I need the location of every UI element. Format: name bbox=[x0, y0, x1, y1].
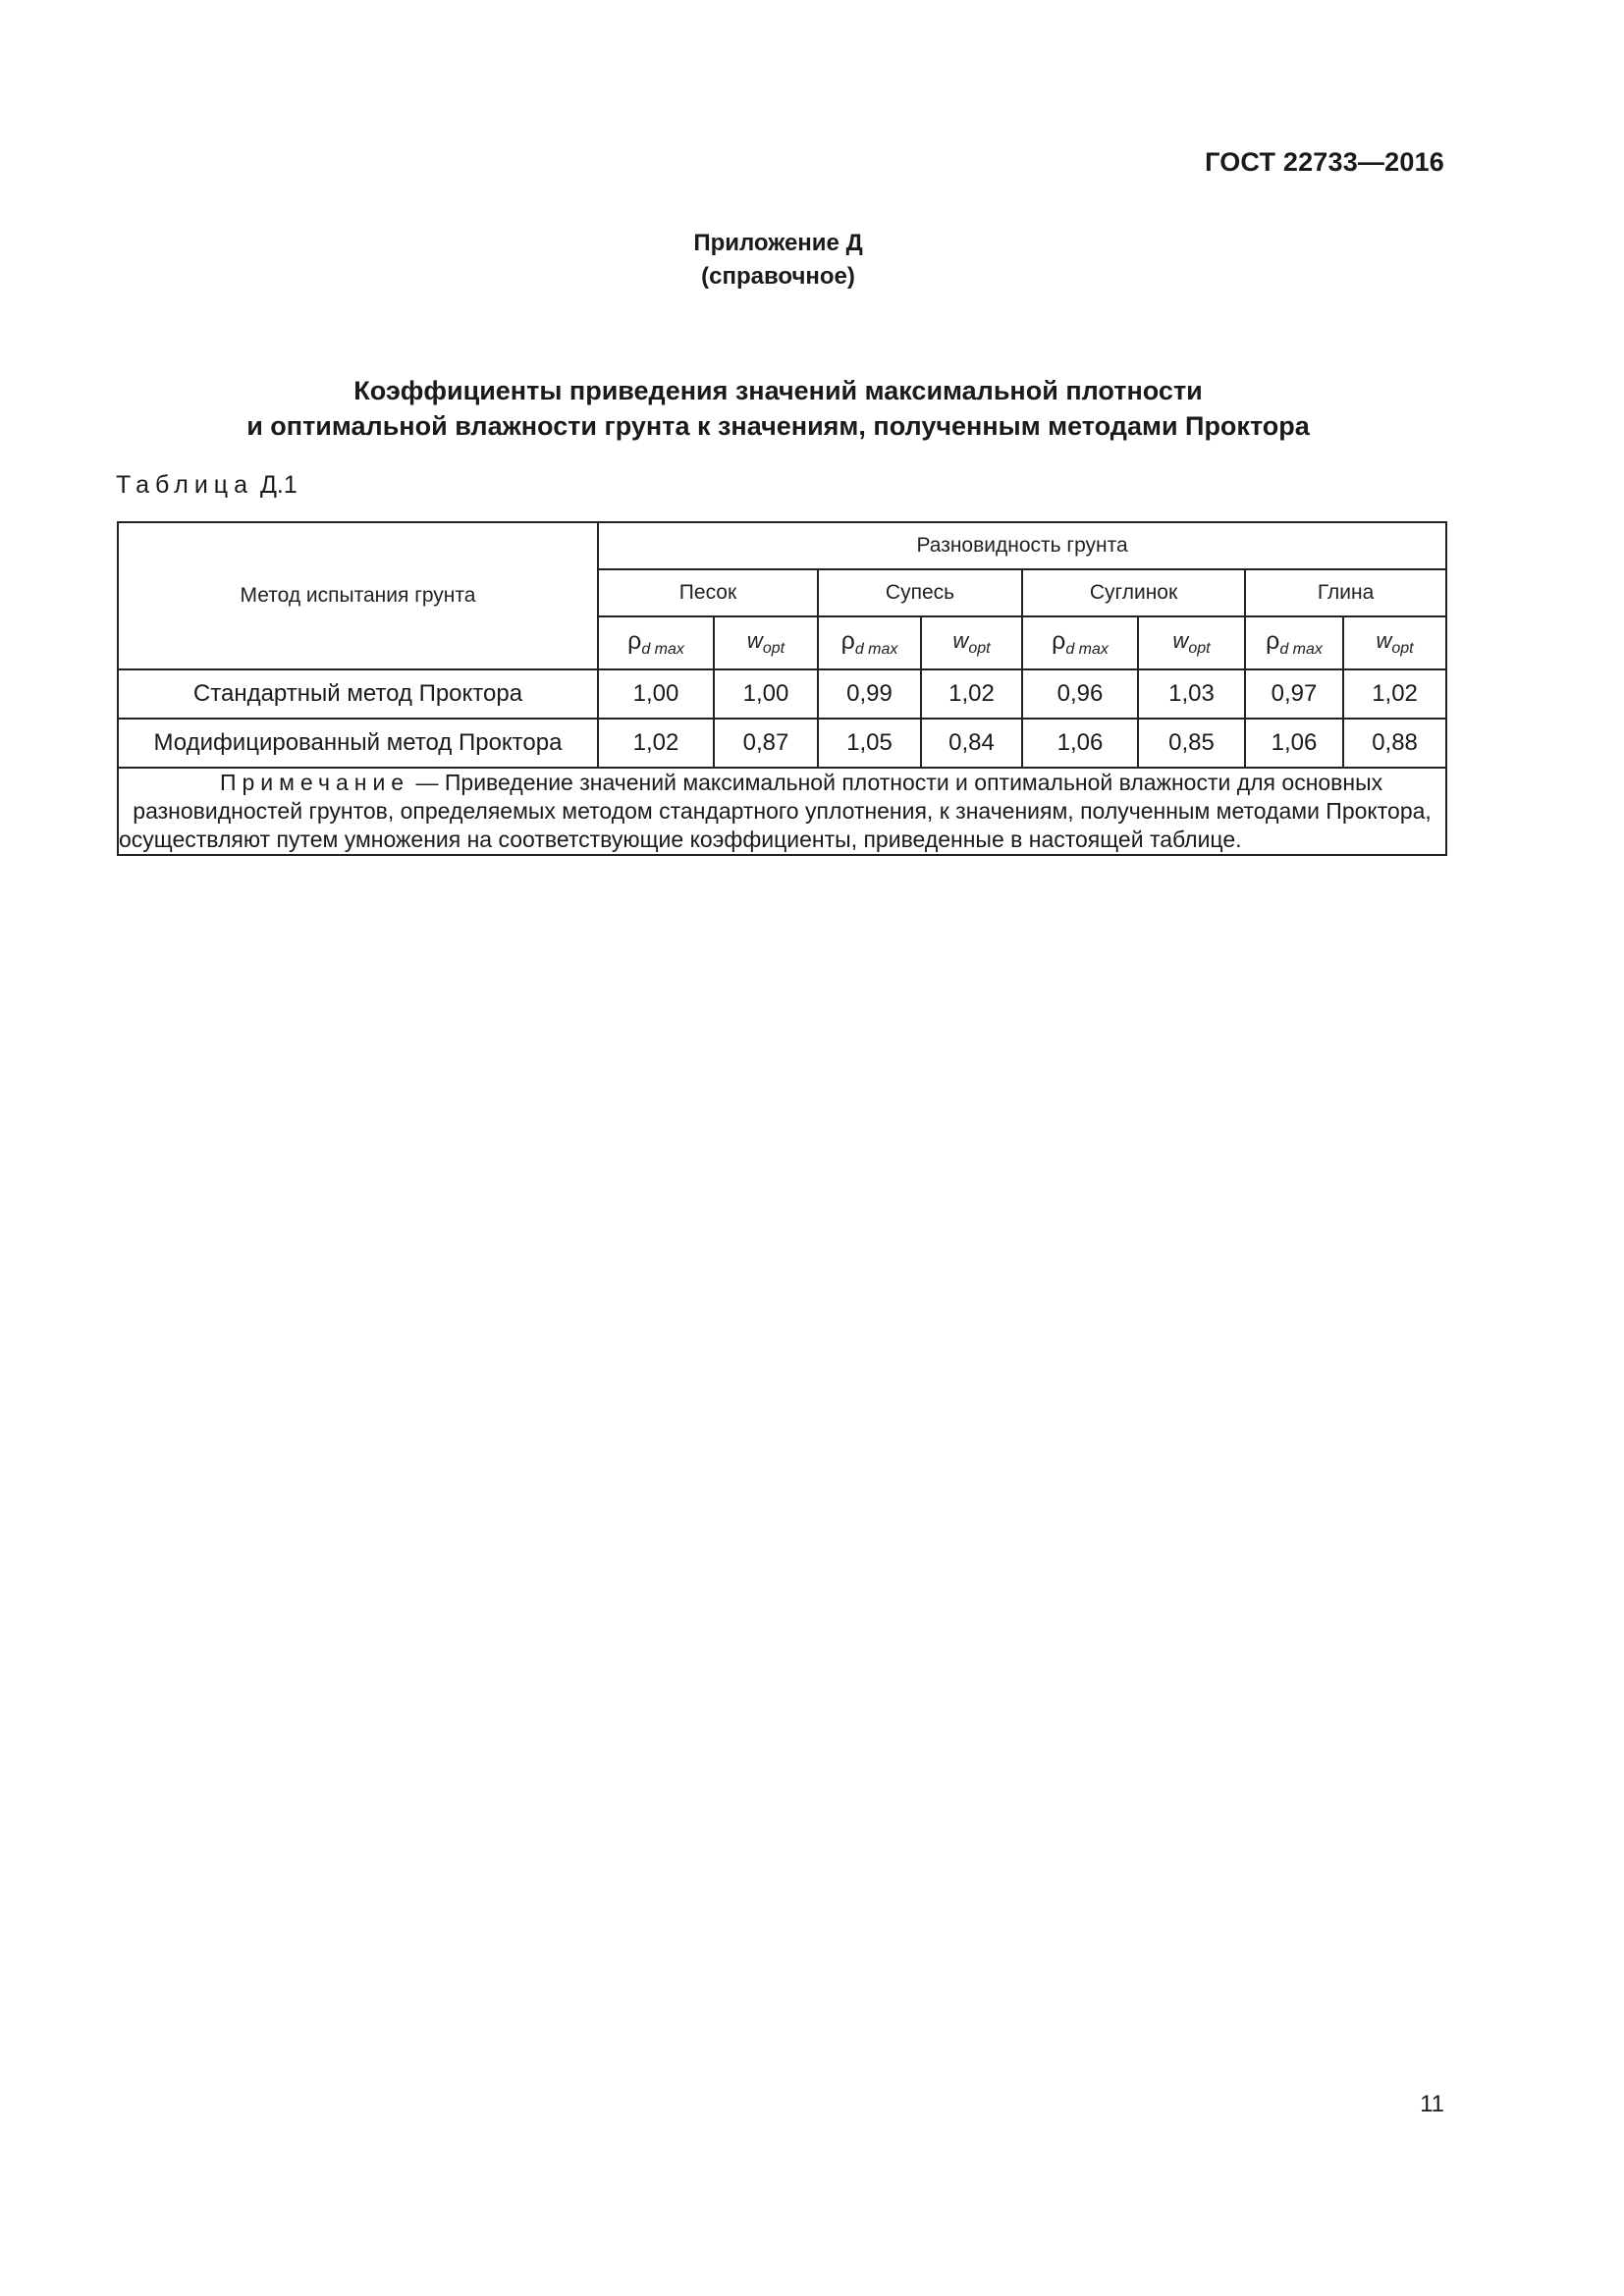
symbol-density-header: $\rho_{d max}$ bbox=[598, 616, 714, 669]
page-number: 11 bbox=[1420, 2091, 1444, 2117]
soil-header-clay: Глина bbox=[1245, 569, 1446, 616]
rho-symbol: ρ bbox=[1052, 627, 1066, 655]
value-cell: 1,02 bbox=[598, 719, 714, 768]
rho-symbol: ρ bbox=[627, 627, 642, 655]
symbol-density-header: $\rho_{d max}$ bbox=[1022, 616, 1138, 669]
value-cell: 0,84 bbox=[921, 719, 1022, 768]
soil-header-sand: Песок bbox=[598, 569, 818, 616]
symbol-density-header: $\rho_{d max}$ bbox=[1245, 616, 1343, 669]
symbol-moisture-header: $w_{opt}$ bbox=[1138, 616, 1245, 669]
table-note bbox=[118, 768, 1446, 855]
symbol-moisture-header: $w_{opt}$ bbox=[921, 616, 1022, 669]
w-symbol: w bbox=[1172, 628, 1189, 653]
value-cell: 1,06 bbox=[1245, 719, 1343, 768]
value-cell: 1,00 bbox=[598, 669, 714, 719]
value-cell: 1,05 bbox=[818, 719, 921, 768]
table-caption-number: Д.1 bbox=[259, 471, 298, 499]
value-cell: 1,00 bbox=[714, 669, 818, 719]
table-caption-word: Таблица bbox=[116, 471, 254, 499]
header-row-group bbox=[118, 522, 1446, 569]
value-cell: 0,85 bbox=[1138, 719, 1245, 768]
value-cell: 1,02 bbox=[1343, 669, 1446, 719]
value-cell: 0,96 bbox=[1022, 669, 1138, 719]
rho-symbol: ρ bbox=[840, 627, 855, 655]
table-row bbox=[118, 719, 1446, 768]
method-column-header: Метод испытания грунта bbox=[118, 522, 598, 669]
appendix-heading bbox=[0, 227, 1556, 294]
value-cell: 0,88 bbox=[1343, 719, 1446, 768]
soil-type-group-header: Разновидность грунта bbox=[598, 522, 1446, 569]
section-title-line-2: и оптимальной влажности грунта к значениям, полученным методами Проктора bbox=[246, 411, 1310, 441]
soil-header-loam: Суглинок bbox=[1022, 569, 1245, 616]
document-code: ГОСТ 22733—2016 bbox=[1205, 147, 1444, 177]
method-cell: Стандартный метод Проктора bbox=[118, 669, 598, 719]
w-symbol: w bbox=[952, 628, 969, 653]
value-cell: 1,02 bbox=[921, 669, 1022, 719]
table-caption bbox=[116, 471, 298, 500]
note-row bbox=[118, 768, 1446, 855]
method-cell: Модифицированный метод Проктора bbox=[118, 719, 598, 768]
table-row bbox=[118, 669, 1446, 719]
value-cell: 0,99 bbox=[818, 669, 921, 719]
coefficients-table bbox=[117, 521, 1447, 856]
appendix-subtitle: (справочное) bbox=[701, 263, 855, 290]
w-symbol: w bbox=[746, 628, 763, 653]
value-cell: 0,97 bbox=[1245, 669, 1343, 719]
value-cell: 1,03 bbox=[1138, 669, 1245, 719]
note-label: Примечание bbox=[219, 770, 410, 795]
symbol-moisture-header: $w_{opt}$ bbox=[1343, 616, 1446, 669]
section-title bbox=[0, 373, 1556, 444]
rho-symbol: ρ bbox=[1266, 627, 1280, 655]
section-title-line-1: Коэффициенты приведения значений максимальной плотности bbox=[353, 376, 1203, 405]
w-symbol: w bbox=[1376, 628, 1392, 653]
symbol-moisture-header: $w_{opt}$ bbox=[714, 616, 818, 669]
value-cell: 1,06 bbox=[1022, 719, 1138, 768]
appendix-title: Приложение Д bbox=[693, 230, 863, 256]
note-text: — Приведение значений максимальной плотности и оптимальной влажности для основных разновидностей грунтов, определяемых методом стандартного уплотнения, к значениям, полученным методами Проктора, осуществляют путем умножения на соответствующие коэффициенты, приведенные в настоящей таблице. bbox=[119, 770, 1432, 852]
symbol-density-header: $\rho_{d max}$ bbox=[818, 616, 921, 669]
value-cell: 0,87 bbox=[714, 719, 818, 768]
soil-header-sandy-loam: Супесь bbox=[818, 569, 1022, 616]
